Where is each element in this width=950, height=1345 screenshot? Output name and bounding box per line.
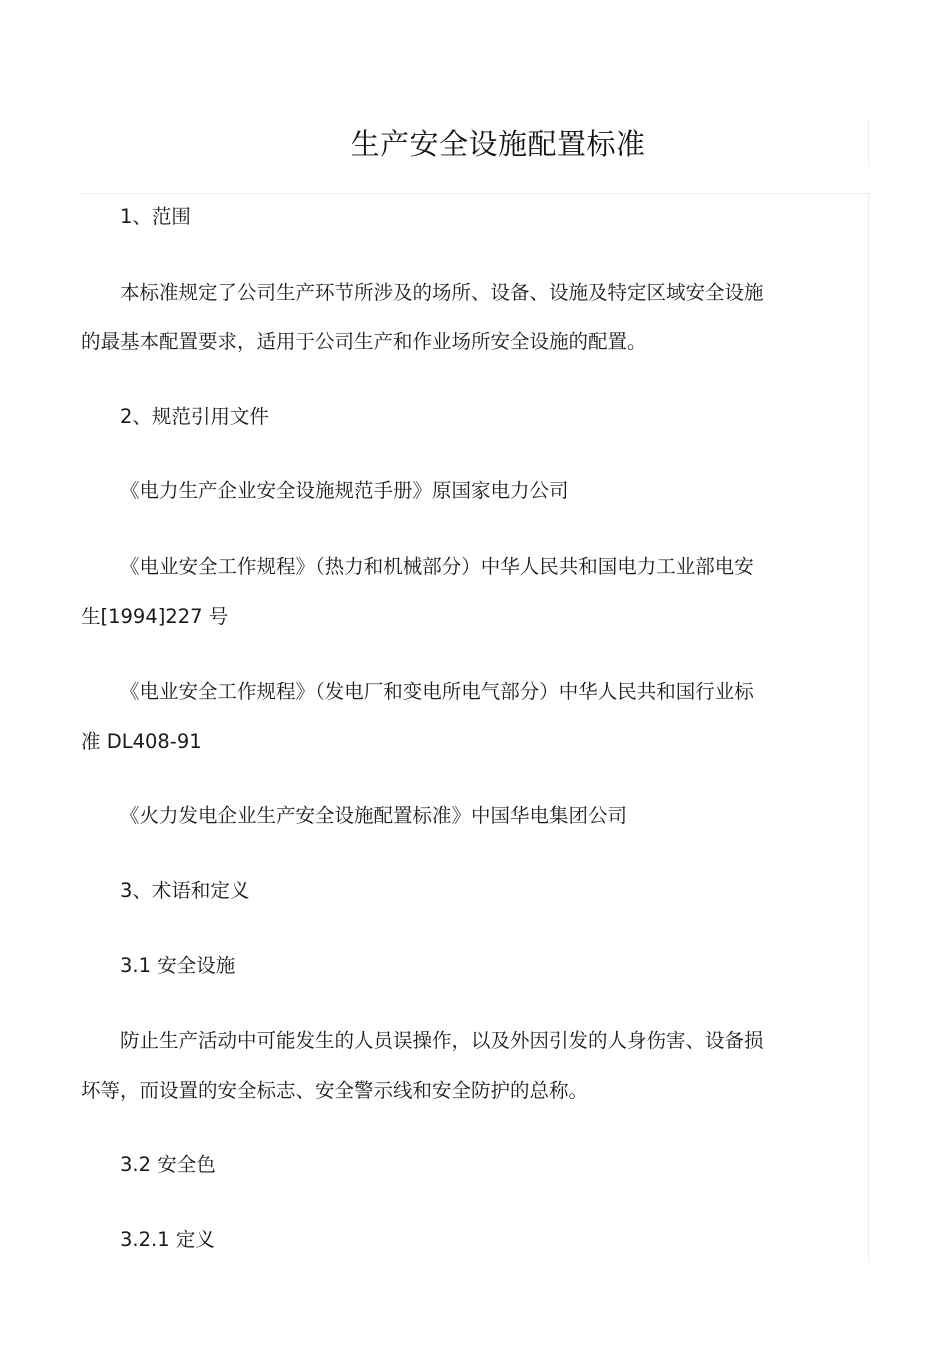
subsection-heading: 3.2 安全色 xyxy=(120,1153,216,1176)
section-heading-terms: 3、术语和定义 xyxy=(120,879,250,902)
section-heading-scope: 1、范围 xyxy=(120,205,191,228)
reference-item: 《电业安全工作规程》（发电厂和变电所电气部分）中华人民共和国行业标 xyxy=(120,680,754,703)
reference-item: 《火力发电企业生产安全设施配置标准》中国华电集团公司 xyxy=(120,804,628,827)
title-divider xyxy=(80,193,870,194)
page-title: 生产安全设施配置标准 xyxy=(350,127,646,161)
column-divider xyxy=(868,194,869,1262)
reference-item: 《电业安全工作规程》（热力和机械部分）中华人民共和国电力工业部电安 xyxy=(120,555,754,578)
section-heading-references: 2、规范引用文件 xyxy=(120,405,269,428)
definition-paragraph-line: 防止生产活动中可能发生的人员误操作，以及外因引发的人身伤害、设备损 xyxy=(120,1029,764,1052)
subsection-heading: 3.2.1 定义 xyxy=(120,1228,215,1251)
reference-item: 《电力生产企业安全设施规范手册》原国家电力公司 xyxy=(120,479,569,502)
definition-paragraph-line: 坏等，而设置的安全标志、安全警示线和安全防护的总称。 xyxy=(81,1079,589,1102)
scope-paragraph-line: 的最基本配置要求，适用于公司生产和作业场所安全设施的配置。 xyxy=(81,330,647,353)
reference-item-continued: 准 DL408-91 xyxy=(81,730,202,753)
subsection-heading: 3.1 安全设施 xyxy=(120,954,236,977)
scope-paragraph-line: 本标准规定了公司生产环节所涉及的场所、设备、设施及特定区域安全设施 xyxy=(120,281,764,304)
reference-item-continued: 生[1994]227 号 xyxy=(81,605,229,628)
